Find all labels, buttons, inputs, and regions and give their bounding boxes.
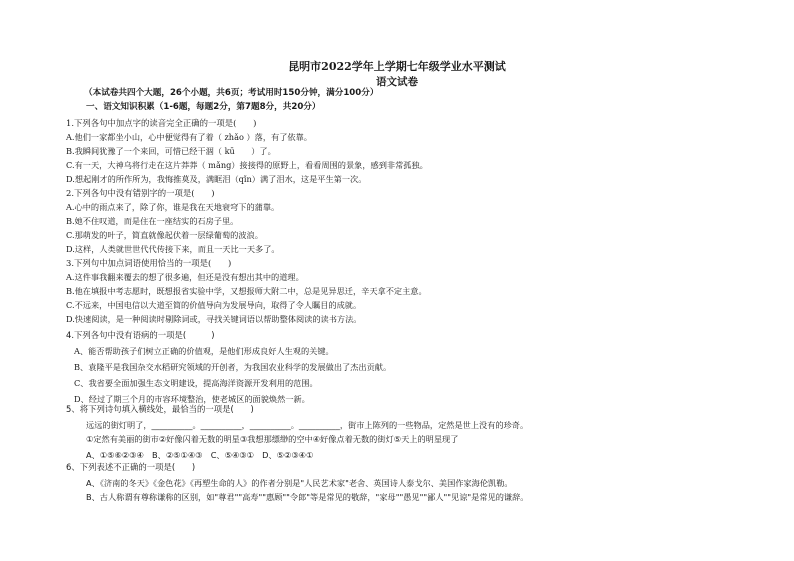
exam-note: （本试卷共四个大题，26个小题，共6页；考试用时150分钟，满分100分） bbox=[84, 88, 379, 98]
question-4-stem: 4.下列各句中没有语病的一项是( ) bbox=[66, 330, 215, 340]
question-6-stem: 6、下列表述不正确的一项是( ) bbox=[66, 462, 196, 472]
question-1-stem: 1.下列各句中加点字的读音完全正确的一项是( ) bbox=[66, 118, 257, 128]
q3-option-a: A.这件事我翻来覆去的想了很多遍，但还是没有想出其中的道理。 bbox=[66, 272, 304, 282]
question-2-stem: 2.下列各句中没有错别字的一项是( ) bbox=[66, 188, 215, 198]
q1-option-a: A.他们一家都坐小山，心中便觉得有了着（ zhǎo ）落，有了依靠。 bbox=[66, 132, 312, 142]
q4-option-b: B、袁隆平是我国杂交水稻研究领域的开创者，为我国农业科学的发展做出了杰出贡献。 bbox=[74, 362, 392, 372]
q6-option-a: A、《济南的冬天》《金色花》《再塑生命的人》的作者分别是"人民艺术家"老舍、英国诗人泰戈尔、美国作家海伦凯勒。 bbox=[86, 478, 513, 488]
exam-subtitle: 语文试卷 bbox=[376, 76, 418, 88]
question-5-stem: 5、将下列诗句填入横线处，最恰当的一项是( ) bbox=[66, 404, 254, 414]
q2-option-a: A.心中的雨点来了，除了你，谁是我在天地衰穹下的蒲靠。 bbox=[66, 202, 280, 212]
q3-option-c: C.不远来，中国电信以大道至简的价值导向为发展导向，取得了令人瞩目的成就。 bbox=[66, 300, 362, 310]
q2-option-d: D.这样，人类就世世代代传接下来，而且一天比一天多了。 bbox=[66, 244, 280, 254]
q3-option-d: D.快速阅读，是一种阅读时剔除词或，寻找关键词语以帮助整体阅读的读书方法。 bbox=[66, 314, 362, 324]
question-3-stem: 3.下列句中加点词语使用恰当的一项是( ) bbox=[66, 258, 232, 268]
q5-passage: 远远的街灯明了，__________。__________，__________。__________，街市上陈列的一些物品，定然是世上没有的珍奇。 bbox=[86, 420, 529, 430]
q4-option-a: A、能否帮助孩子们树立正确的价值观，是他们形成良好人生观的关键。 bbox=[74, 346, 334, 356]
q4-option-d: D、经过了期三个月的市容环境整治，使老城区的面貌焕然一新。 bbox=[74, 394, 310, 404]
q1-option-c: C.有一天，大神乌将行走在这片莽莽（ mǎng）接接得的原野上，看看周围的景象，感到非常孤独。 bbox=[66, 160, 428, 170]
q1-option-b: B.我瞬间犹豫了一个来回，可惜已经干涸（ kū ）了。 bbox=[66, 146, 276, 156]
q3-option-b: B.他在填报中考志愿时，既想报省实验中学，又想报师大附二中，总是见异思迁，辛天拿不定主意。 bbox=[66, 286, 427, 296]
q5-choices: ①定然有美丽的街市②好像闪着无数的明星③我想那缥缈的空中④好像点着无数的街灯⑤天上的明星现了 bbox=[86, 434, 459, 444]
exam-title: 昆明市2022学年上学期七年级学业水平测试 bbox=[288, 60, 506, 73]
q1-option-d: D.想起刚才的所作所为，我悔推莫及，满眶泪（qǐn）满了泪水，这是平生第一次。 bbox=[66, 174, 367, 184]
q4-option-c: C、我省要全面加强生态文明建设，提高海洋资源开发利用的范围。 bbox=[74, 378, 318, 388]
q5-options: A、①⑤⑥②③④ B、②⑤①④③ C、⑤④③① D、⑤②③④① bbox=[86, 450, 314, 460]
q2-option-b: B.她不住叹道，而是住在一座结实的石房子里。 bbox=[66, 216, 239, 226]
q6-option-b: B、古人称谓有尊称谦称的区别，如"尊君""高寿""惠顾""令郎"等是常见的敬辞，"家母""愚见""鄙人""见谅"是常见的谦辞。 bbox=[86, 492, 529, 502]
section-heading: 一、语文知识积累（1-6题，每题2分，第7题8分，共20分） bbox=[86, 102, 321, 112]
q2-option-c: C.那萌发的叶子，简直就像起伏着一层绿葡萄的波浪。 bbox=[66, 230, 263, 240]
